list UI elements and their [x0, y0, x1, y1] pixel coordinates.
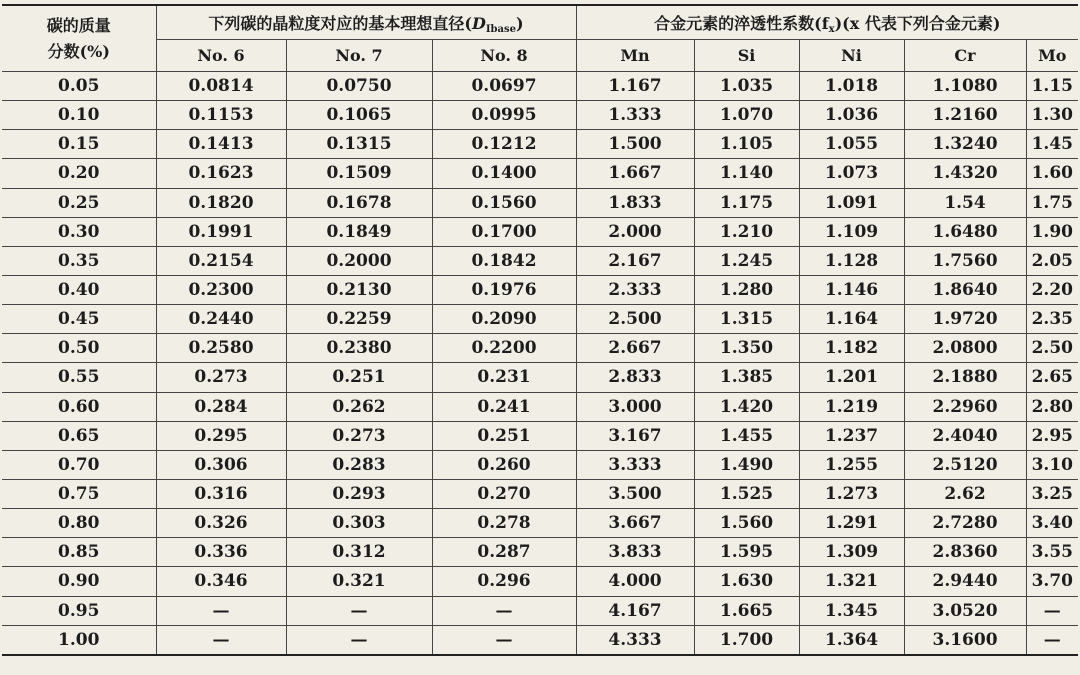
cell-ni: 1.128: [799, 246, 904, 275]
cell-carbon-content: 0.75: [2, 479, 156, 508]
cell-cr: 1.2160: [904, 101, 1026, 130]
cell-no7: 0.1509: [286, 159, 432, 188]
cell-mn: 3.500: [576, 479, 694, 508]
table-row: [2, 217, 1078, 246]
cell-mo: 3.10: [1026, 450, 1078, 479]
cell-mn: 4.167: [576, 596, 694, 625]
cell-no8: 0.1700: [432, 217, 576, 246]
cell-no6: 0.0814: [156, 72, 286, 101]
cell-carbon-content: 0.45: [2, 305, 156, 334]
cell-mo: —: [1026, 596, 1078, 625]
cell-carbon-content: 0.90: [2, 567, 156, 596]
cell-no6: 0.1820: [156, 188, 286, 217]
cell-no8: 0.2200: [432, 334, 576, 363]
cell-ni: 1.055: [799, 130, 904, 159]
grain-size-group-header: [156, 5, 576, 40]
alloy-group-suffix: )(x 代表下列合金元素): [834, 13, 1001, 33]
carbon-header-line2: 分数(%): [47, 41, 110, 61]
cell-carbon-content: 1.00: [2, 625, 156, 655]
cell-cr: 2.9440: [904, 567, 1026, 596]
cell-no7: 0.303: [286, 509, 432, 538]
cell-no8: 0.2090: [432, 305, 576, 334]
cell-cr: 1.8640: [904, 275, 1026, 304]
cell-cr: 1.6480: [904, 217, 1026, 246]
cell-ni: 1.182: [799, 334, 904, 363]
cell-no7: 0.293: [286, 479, 432, 508]
cell-si: 1.140: [694, 159, 799, 188]
cell-no7: —: [286, 596, 432, 625]
cell-no7: —: [286, 625, 432, 655]
hardenability-table: [2, 4, 1078, 656]
cell-carbon-content: 0.95: [2, 596, 156, 625]
cell-si: 1.210: [694, 217, 799, 246]
cell-carbon-content: 0.80: [2, 509, 156, 538]
cell-mn: 3.833: [576, 538, 694, 567]
cell-no7: 0.1315: [286, 130, 432, 159]
cell-carbon-content: 0.30: [2, 217, 156, 246]
cell-mn: 1.333: [576, 101, 694, 130]
cell-si: 1.350: [694, 334, 799, 363]
cell-no8: 0.270: [432, 479, 576, 508]
table-row: [2, 363, 1078, 392]
cell-si: 1.665: [694, 596, 799, 625]
cell-si: 1.595: [694, 538, 799, 567]
cell-cr: 2.7280: [904, 509, 1026, 538]
cell-no8: 0.287: [432, 538, 576, 567]
table-body: [2, 72, 1078, 656]
cell-mn: 3.333: [576, 450, 694, 479]
cell-mn: 1.833: [576, 188, 694, 217]
cell-no8: 0.241: [432, 392, 576, 421]
cell-ni: 1.018: [799, 72, 904, 101]
cell-mn: 4.000: [576, 567, 694, 596]
alloy-factor-group-header: [576, 5, 1078, 40]
cell-no7: 0.262: [286, 392, 432, 421]
cell-mn: 3.000: [576, 392, 694, 421]
cell-si: 1.490: [694, 450, 799, 479]
cell-cr: 3.0520: [904, 596, 1026, 625]
cell-no8: 0.1976: [432, 275, 576, 304]
cell-mo: 1.90: [1026, 217, 1078, 246]
cell-mn: 4.333: [576, 625, 694, 655]
table-row: [2, 188, 1078, 217]
cell-mn: 2.000: [576, 217, 694, 246]
table-row: [2, 334, 1078, 363]
cell-mo: 2.05: [1026, 246, 1078, 275]
cell-si: 1.070: [694, 101, 799, 130]
cell-no8: —: [432, 596, 576, 625]
column-header-no7: No. 7: [286, 40, 432, 72]
cell-no8: 0.278: [432, 509, 576, 538]
cell-cr: 1.7560: [904, 246, 1026, 275]
cell-carbon-content: 0.10: [2, 101, 156, 130]
cell-mn: 1.500: [576, 130, 694, 159]
cell-no7: 0.1678: [286, 188, 432, 217]
carbon-content-header: [2, 5, 156, 72]
cell-si: 1.700: [694, 625, 799, 655]
cell-mo: 3.70: [1026, 567, 1078, 596]
table-row: [2, 625, 1078, 655]
grain-group-suffix: ): [516, 13, 524, 33]
cell-cr: 2.8360: [904, 538, 1026, 567]
grain-group-prefix: 下列碳的晶粒度对应的基本理想直径(: [208, 13, 472, 33]
cell-mo: 1.75: [1026, 188, 1078, 217]
carbon-header-line1: 碳的质量: [46, 15, 111, 35]
cell-carbon-content: 0.85: [2, 538, 156, 567]
cell-no6: 0.2440: [156, 305, 286, 334]
cell-mo: 2.80: [1026, 392, 1078, 421]
cell-mn: 2.833: [576, 363, 694, 392]
cell-no7: 0.1065: [286, 101, 432, 130]
column-header-cr: Cr: [904, 40, 1026, 72]
cell-no6: 0.1623: [156, 159, 286, 188]
cell-ni: 1.273: [799, 479, 904, 508]
cell-ni: 1.164: [799, 305, 904, 334]
cell-no6: 0.284: [156, 392, 286, 421]
cell-ni: 1.091: [799, 188, 904, 217]
cell-no8: 0.231: [432, 363, 576, 392]
cell-cr: 2.62: [904, 479, 1026, 508]
cell-no6: 0.306: [156, 450, 286, 479]
grain-group-symbol: D: [471, 13, 486, 33]
column-header-no8: No. 8: [432, 40, 576, 72]
cell-no8: 0.251: [432, 421, 576, 450]
cell-ni: 1.309: [799, 538, 904, 567]
table-row: [2, 421, 1078, 450]
table-row: [2, 246, 1078, 275]
cell-no7: 0.0750: [286, 72, 432, 101]
cell-si: 1.525: [694, 479, 799, 508]
cell-no7: 0.321: [286, 567, 432, 596]
header-row-columns: [2, 40, 1078, 72]
cell-si: 1.175: [694, 188, 799, 217]
cell-ni: 1.364: [799, 625, 904, 655]
table-row: [2, 538, 1078, 567]
cell-carbon-content: 0.50: [2, 334, 156, 363]
cell-mn: 2.333: [576, 275, 694, 304]
cell-ni: 1.109: [799, 217, 904, 246]
cell-no7: 0.1849: [286, 217, 432, 246]
cell-mo: 2.95: [1026, 421, 1078, 450]
table-row: [2, 72, 1078, 101]
cell-cr: 1.3240: [904, 130, 1026, 159]
cell-mo: 2.65: [1026, 363, 1078, 392]
cell-no8: 0.0995: [432, 101, 576, 130]
cell-no7: 0.251: [286, 363, 432, 392]
cell-mn: 3.167: [576, 421, 694, 450]
cell-no8: 0.260: [432, 450, 576, 479]
cell-ni: 1.073: [799, 159, 904, 188]
cell-no6: 0.336: [156, 538, 286, 567]
cell-no6: —: [156, 596, 286, 625]
cell-ni: 1.219: [799, 392, 904, 421]
cell-mo: 3.55: [1026, 538, 1078, 567]
cell-no7: 0.2380: [286, 334, 432, 363]
table-row: [2, 275, 1078, 304]
cell-no8: 0.1842: [432, 246, 576, 275]
cell-no7: 0.283: [286, 450, 432, 479]
cell-no6: 0.273: [156, 363, 286, 392]
cell-no8: 0.1560: [432, 188, 576, 217]
cell-ni: 1.345: [799, 596, 904, 625]
cell-no6: —: [156, 625, 286, 655]
table-row: [2, 509, 1078, 538]
cell-ni: 1.321: [799, 567, 904, 596]
cell-carbon-content: 0.35: [2, 246, 156, 275]
cell-mo: 3.25: [1026, 479, 1078, 508]
cell-carbon-content: 0.65: [2, 421, 156, 450]
cell-si: 1.315: [694, 305, 799, 334]
cell-no6: 0.2154: [156, 246, 286, 275]
cell-no7: 0.273: [286, 421, 432, 450]
cell-no6: 0.2300: [156, 275, 286, 304]
cell-si: 1.280: [694, 275, 799, 304]
cell-no8: 0.296: [432, 567, 576, 596]
cell-mo: 1.45: [1026, 130, 1078, 159]
cell-cr: 1.4320: [904, 159, 1026, 188]
cell-cr: 2.5120: [904, 450, 1026, 479]
cell-cr: 2.2960: [904, 392, 1026, 421]
cell-mo: —: [1026, 625, 1078, 655]
cell-cr: 3.1600: [904, 625, 1026, 655]
cell-si: 1.245: [694, 246, 799, 275]
cell-si: 1.420: [694, 392, 799, 421]
cell-si: 1.630: [694, 567, 799, 596]
cell-ni: 1.201: [799, 363, 904, 392]
cell-mo: 1.15: [1026, 72, 1078, 101]
table-row: [2, 159, 1078, 188]
cell-carbon-content: 0.55: [2, 363, 156, 392]
cell-mn: 3.667: [576, 509, 694, 538]
cell-no8: 0.1400: [432, 159, 576, 188]
cell-si: 1.560: [694, 509, 799, 538]
cell-no7: 0.2000: [286, 246, 432, 275]
cell-no8: —: [432, 625, 576, 655]
table-row: [2, 567, 1078, 596]
cell-no7: 0.312: [286, 538, 432, 567]
cell-carbon-content: 0.60: [2, 392, 156, 421]
cell-si: 1.035: [694, 72, 799, 101]
cell-cr: 2.4040: [904, 421, 1026, 450]
cell-no6: 0.2580: [156, 334, 286, 363]
cell-no6: 0.1413: [156, 130, 286, 159]
cell-ni: 1.036: [799, 101, 904, 130]
table-row: [2, 130, 1078, 159]
cell-si: 1.455: [694, 421, 799, 450]
cell-no6: 0.1991: [156, 217, 286, 246]
cell-mn: 2.500: [576, 305, 694, 334]
cell-cr: 2.1880: [904, 363, 1026, 392]
cell-carbon-content: 0.40: [2, 275, 156, 304]
table-row: [2, 450, 1078, 479]
table-row: [2, 305, 1078, 334]
table-row: [2, 596, 1078, 625]
cell-no6: 0.346: [156, 567, 286, 596]
cell-cr: 2.0800: [904, 334, 1026, 363]
cell-mn: 1.167: [576, 72, 694, 101]
cell-carbon-content: 0.15: [2, 130, 156, 159]
cell-mn: 2.667: [576, 334, 694, 363]
header-row-groups: [2, 5, 1078, 40]
cell-carbon-content: 0.25: [2, 188, 156, 217]
cell-no8: 0.1212: [432, 130, 576, 159]
cell-mo: 2.20: [1026, 275, 1078, 304]
cell-ni: 1.146: [799, 275, 904, 304]
cell-cr: 1.54: [904, 188, 1026, 217]
column-header-mn: Mn: [576, 40, 694, 72]
table-row: [2, 479, 1078, 508]
cell-mo: 2.50: [1026, 334, 1078, 363]
cell-mo: 1.30: [1026, 101, 1078, 130]
cell-mo: 1.60: [1026, 159, 1078, 188]
cell-no6: 0.295: [156, 421, 286, 450]
cell-no7: 0.2130: [286, 275, 432, 304]
cell-cr: 1.9720: [904, 305, 1026, 334]
cell-mn: 1.667: [576, 159, 694, 188]
column-header-no6: No. 6: [156, 40, 286, 72]
cell-carbon-content: 0.20: [2, 159, 156, 188]
column-header-ni: Ni: [799, 40, 904, 72]
column-header-mo: Mo: [1026, 40, 1078, 72]
grain-group-subscript: Ibase: [485, 23, 517, 35]
table-row: [2, 392, 1078, 421]
cell-no6: 0.326: [156, 509, 286, 538]
cell-ni: 1.291: [799, 509, 904, 538]
alloy-group-subscript: x: [828, 23, 835, 35]
cell-si: 1.385: [694, 363, 799, 392]
cell-carbon-content: 0.05: [2, 72, 156, 101]
cell-mo: 2.35: [1026, 305, 1078, 334]
cell-no6: 0.1153: [156, 101, 286, 130]
cell-no8: 0.0697: [432, 72, 576, 101]
cell-cr: 1.1080: [904, 72, 1026, 101]
table-row: [2, 101, 1078, 130]
cell-ni: 1.237: [799, 421, 904, 450]
cell-no6: 0.316: [156, 479, 286, 508]
cell-mn: 2.167: [576, 246, 694, 275]
alloy-group-title: 合金元素的淬透性系数(f: [654, 13, 829, 33]
cell-ni: 1.255: [799, 450, 904, 479]
cell-mo: 3.40: [1026, 509, 1078, 538]
cell-si: 1.105: [694, 130, 799, 159]
cell-carbon-content: 0.70: [2, 450, 156, 479]
cell-no7: 0.2259: [286, 305, 432, 334]
column-header-si: Si: [694, 40, 799, 72]
